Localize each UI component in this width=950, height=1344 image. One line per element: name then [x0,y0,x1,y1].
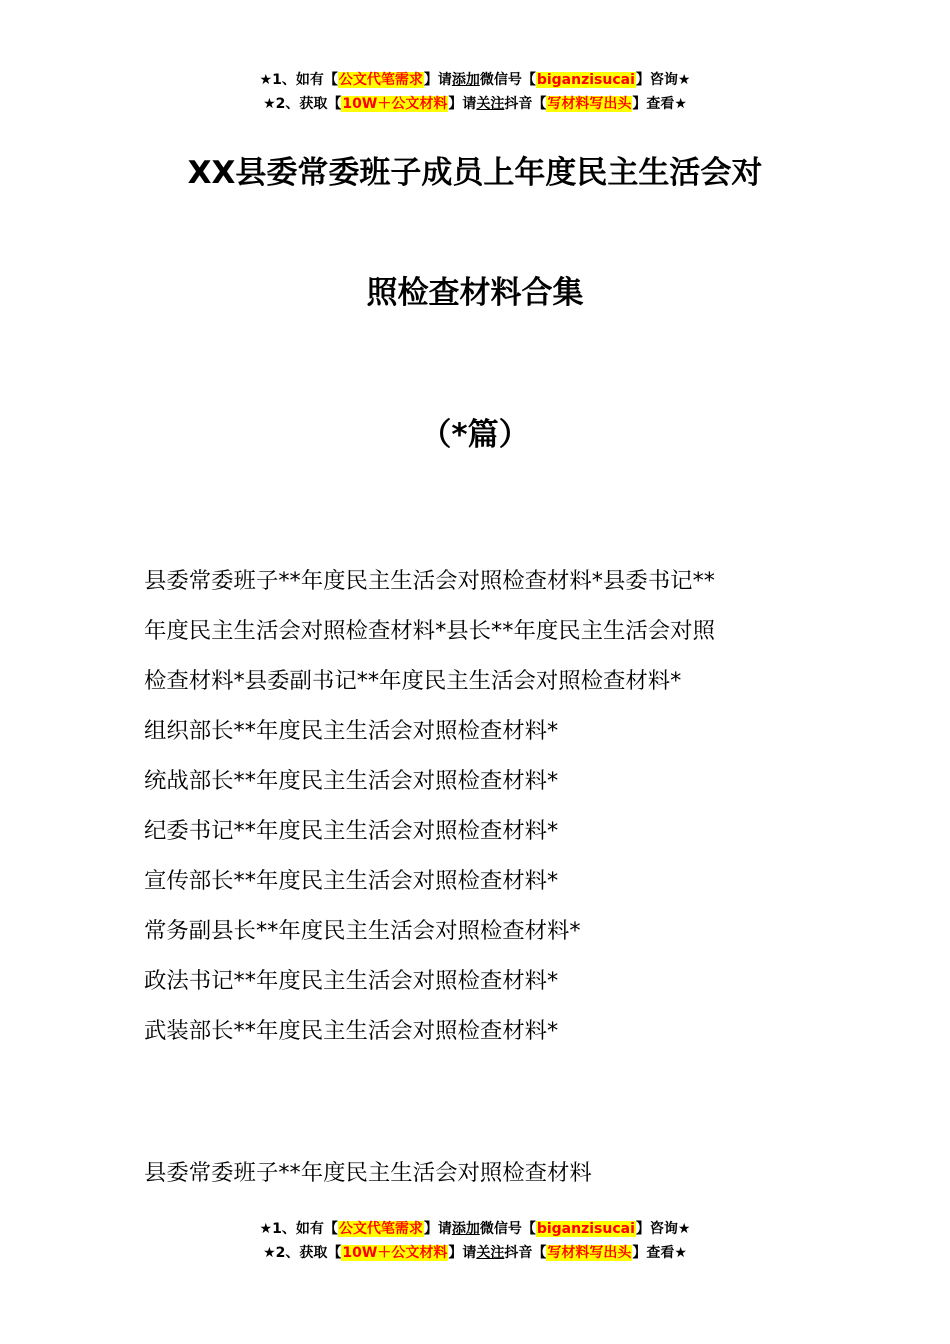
banner-highlight: 公文代笔需求 [338,72,423,88]
banner-highlight: biganzisucai [536,72,635,88]
document-title-line-1: XX县委常委班子成员上年度民主生活会对 [187,155,763,191]
toc-line: 统战部长**年度民主生活会对照检查材料* [144,768,559,794]
banner-highlight: 写材料写出头 [547,1245,632,1261]
toc-line: 宣传部长**年度民主生活会对照检查材料* [144,868,559,894]
banner-text: 】咨询★ [635,72,691,88]
banner-highlight: 10W＋公文材料 [342,1245,448,1261]
banner-text: 抖音【 [504,96,547,112]
banner-underlined-text: 关注 [476,96,505,112]
banner-line-1 [0,68,950,92]
banner-text: ★2、获取【 [263,96,342,112]
banner-underlined-text: 关注 [476,1245,505,1261]
banner-highlight: biganzisucai [536,1221,635,1237]
bottom-banner [0,1217,950,1265]
banner-highlight: 10W＋公文材料 [342,96,448,112]
banner-text: 】请 [448,1245,477,1261]
banner-text: 】查看★ [632,96,687,112]
banner-text: 抖音【 [504,1245,547,1261]
banner-text: 】查看★ [632,1245,687,1261]
top-banner [0,68,950,116]
toc-line: 常务副县长**年度民主生活会对照检查材料* [144,918,581,944]
toc-line: 武装部长**年度民主生活会对照检查材料* [144,1018,559,1044]
banner-underlined-text: 添加 [451,72,480,88]
toc-line: 政法书记**年度民主生活会对照检查材料* [144,968,559,994]
toc-line: 年度民主生活会对照检查材料*县长**年度民主生活会对照 [144,618,715,644]
banner-text: 】请 [423,72,452,88]
banner-text: 】咨询★ [635,1221,691,1237]
banner-text: 微信号【 [479,72,536,88]
section-heading: 县委常委班子**年度民主生活会对照检查材料 [144,1160,592,1186]
banner-line-1 [0,1217,950,1241]
banner-line-2 [0,92,950,116]
banner-highlight: 公文代笔需求 [338,1221,423,1237]
toc-line: 组织部长**年度民主生活会对照检查材料* [144,718,559,744]
banner-text: 微信号【 [479,1221,536,1237]
banner-text: ★2、获取【 [263,1245,342,1261]
document-title-line-2: 照检查材料合集 [366,275,584,311]
banner-text: ★1、如有【 [259,72,338,88]
banner-text: 】请 [423,1221,452,1237]
banner-highlight: 写材料写出头 [547,96,632,112]
toc-line: 县委常委班子**年度民主生活会对照检查材料*县委书记** [144,568,715,594]
document-title-count: （*篇） [420,417,530,453]
banner-text: 】请 [448,96,477,112]
banner-underlined-text: 添加 [451,1221,480,1237]
banner-line-2 [0,1241,950,1265]
table-of-contents [144,556,809,1056]
banner-text: ★1、如有【 [259,1221,338,1237]
toc-line: 检查材料*县委副书记**年度民主生活会对照检查材料* [144,668,682,694]
toc-line: 纪委书记**年度民主生活会对照检查材料* [144,818,559,844]
